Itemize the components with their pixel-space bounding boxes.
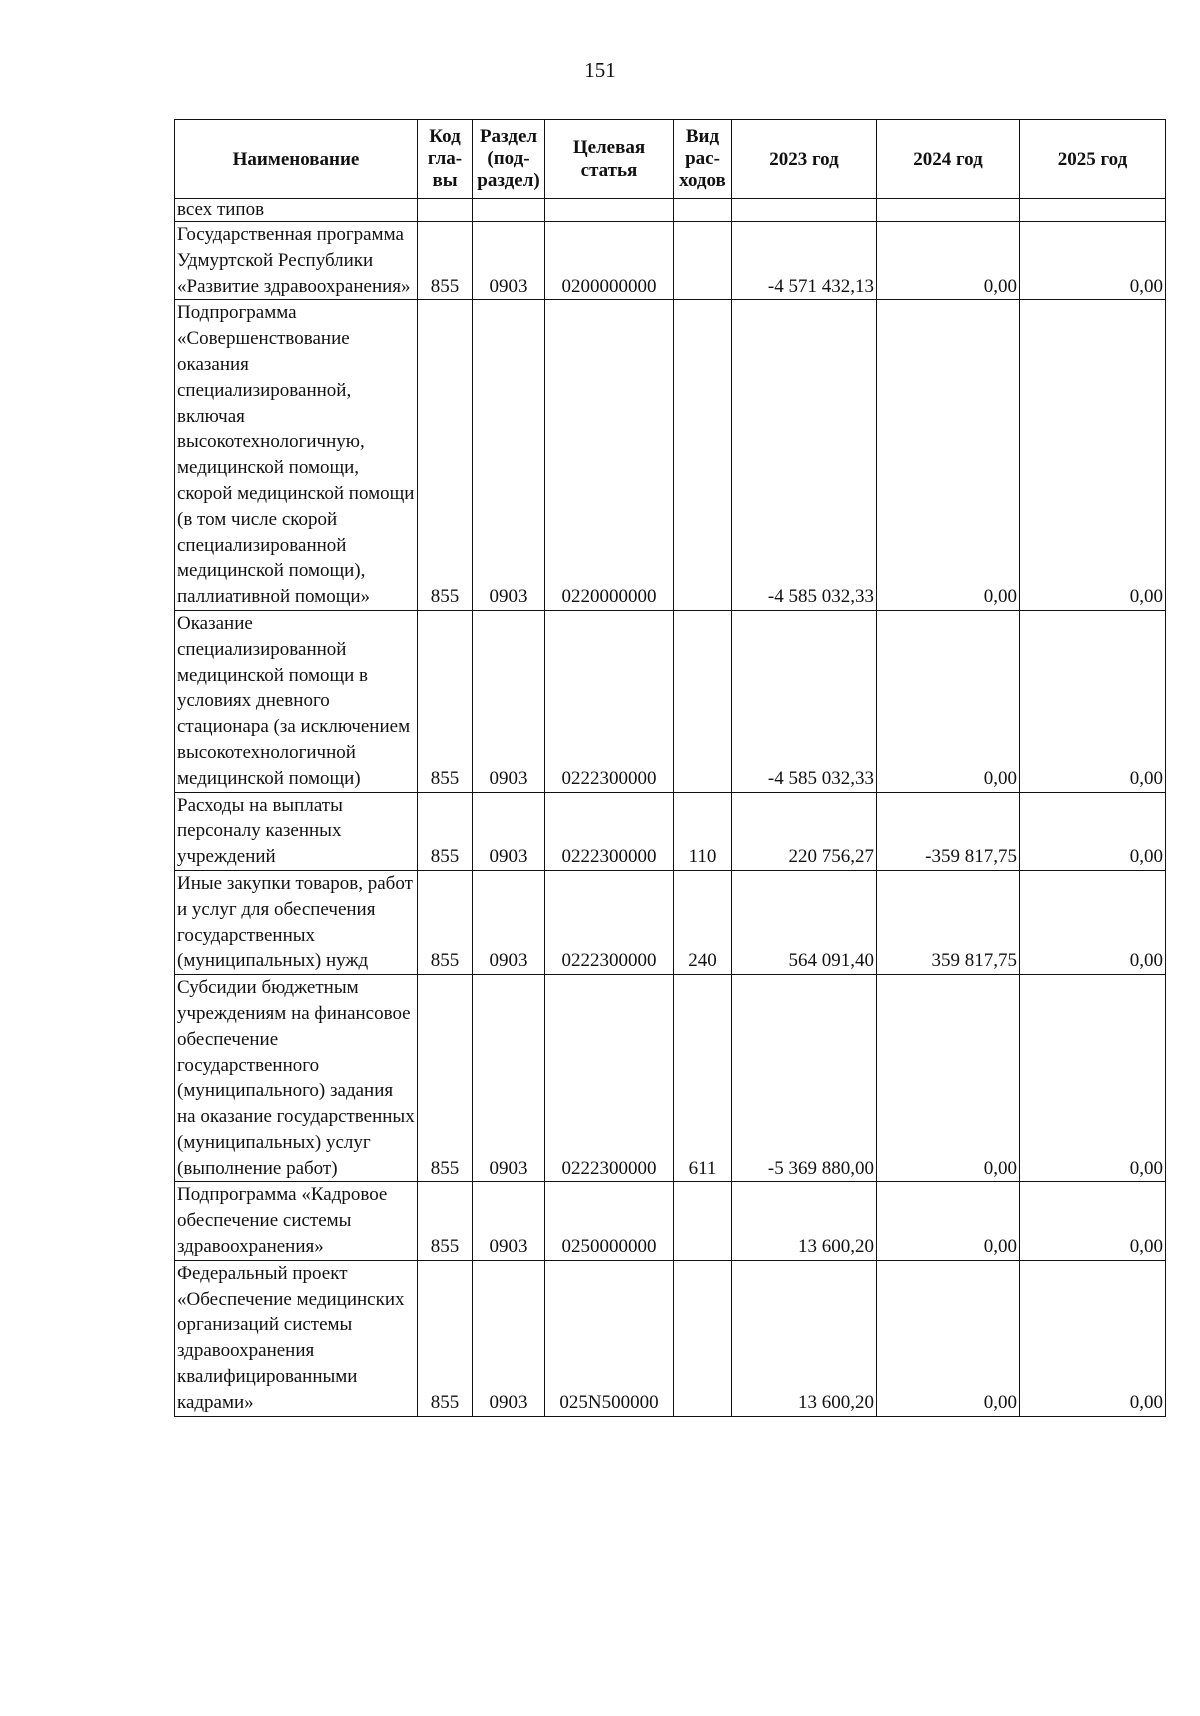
header-name: Наименование <box>175 120 418 199</box>
cell-name: всех типов <box>175 199 418 222</box>
cell-expense-type <box>674 199 732 222</box>
header-section: Раздел (под-раздел) <box>473 120 545 199</box>
cell-target: 025N500000 <box>545 1260 674 1416</box>
table-row <box>175 610 1166 792</box>
cell-name: Расходы на выплаты персоналу казенных учреждений <box>175 792 418 870</box>
header-expense-type: Вид рас-ходов <box>674 120 732 199</box>
cell-chapter: 855 <box>418 870 473 974</box>
cell-target: 0250000000 <box>545 1182 674 1260</box>
cell-chapter <box>418 199 473 222</box>
cell-2024: -359 817,75 <box>877 792 1020 870</box>
cell-section: 0903 <box>473 870 545 974</box>
header-2025: 2025 год <box>1020 120 1166 199</box>
cell-2024: 0,00 <box>877 222 1020 300</box>
cell-section: 0903 <box>473 975 545 1182</box>
cell-2024: 0,00 <box>877 610 1020 792</box>
cell-expense-type <box>674 610 732 792</box>
header-chapter: Код гла-вы <box>418 120 473 199</box>
cell-expense-type: 240 <box>674 870 732 974</box>
cell-chapter: 855 <box>418 610 473 792</box>
table-row <box>175 792 1166 870</box>
table-row <box>175 975 1166 1182</box>
cell-2025: 0,00 <box>1020 610 1166 792</box>
cell-target <box>545 199 674 222</box>
cell-chapter: 855 <box>418 975 473 1182</box>
cell-chapter: 855 <box>418 1260 473 1416</box>
cell-section: 0903 <box>473 1260 545 1416</box>
cell-target: 0200000000 <box>545 222 674 300</box>
cell-section: 0903 <box>473 610 545 792</box>
cell-2025: 0,00 <box>1020 222 1166 300</box>
cell-name: Субсидии бюджетным учреждениям на финансовое обеспечение государственного (муниципального) задания на оказание государственных (муниципальных) услуг (выполнение работ) <box>175 975 418 1182</box>
cell-name: Иные закупки товаров, работ и услуг для обеспечения государственных (муниципальных) нужд <box>175 870 418 974</box>
header-2023: 2023 год <box>732 120 877 199</box>
table-row <box>175 300 1166 611</box>
cell-expense-type <box>674 1260 732 1416</box>
cell-2024 <box>877 199 1020 222</box>
cell-expense-type <box>674 300 732 611</box>
cell-2023: 13 600,20 <box>732 1260 877 1416</box>
cell-chapter: 855 <box>418 300 473 611</box>
cell-name: Оказание специализированной медицинской помощи в условиях дневного стационара (за исключением высокотехнологичной медицинской помощи) <box>175 610 418 792</box>
cell-target: 0222300000 <box>545 610 674 792</box>
table-header-row <box>175 120 1166 199</box>
cell-section <box>473 199 545 222</box>
cell-2025: 0,00 <box>1020 870 1166 974</box>
cell-2023: 220 756,27 <box>732 792 877 870</box>
cell-2025: 0,00 <box>1020 792 1166 870</box>
cell-name: Федеральный проект «Обеспечение медицинских организаций системы здравоохранения квалифицированными кадрами» <box>175 1260 418 1416</box>
cell-expense-type: 611 <box>674 975 732 1182</box>
cell-target: 0222300000 <box>545 975 674 1182</box>
cell-2025: 0,00 <box>1020 1260 1166 1416</box>
cell-2024: 0,00 <box>877 1182 1020 1260</box>
cell-name: Подпрограмма «Кадровое обеспечение системы здравоохранения» <box>175 1182 418 1260</box>
table-row <box>175 222 1166 300</box>
cell-2023 <box>732 199 877 222</box>
cell-2023: -4 571 432,13 <box>732 222 877 300</box>
header-2024: 2024 год <box>877 120 1020 199</box>
cell-chapter: 855 <box>418 792 473 870</box>
cell-name: Государственная программа Удмуртской Республики «Развитие здравоохранения» <box>175 222 418 300</box>
cell-2023: -4 585 032,33 <box>732 610 877 792</box>
cell-section: 0903 <box>473 222 545 300</box>
table-row <box>175 199 1166 222</box>
cell-2023: -5 369 880,00 <box>732 975 877 1182</box>
cell-name: Подпрограмма «Совершенствование оказания специализированной, включая высокотехнологичную, медицинской помощи, скорой медицинской помощи (в том числе скорой специализированной медицинской помощи), паллиативной помощи» <box>175 300 418 611</box>
cell-expense-type <box>674 222 732 300</box>
table-row <box>175 1260 1166 1416</box>
cell-section: 0903 <box>473 300 545 611</box>
cell-section: 0903 <box>473 792 545 870</box>
budget-table <box>174 119 1166 1417</box>
cell-2025: 0,00 <box>1020 300 1166 611</box>
cell-2023: -4 585 032,33 <box>732 300 877 611</box>
cell-chapter: 855 <box>418 222 473 300</box>
page-number: 151 <box>584 58 616 82</box>
cell-2024: 359 817,75 <box>877 870 1020 974</box>
cell-2024: 0,00 <box>877 300 1020 611</box>
cell-expense-type: 110 <box>674 792 732 870</box>
cell-2025: 0,00 <box>1020 1182 1166 1260</box>
cell-2023: 564 091,40 <box>732 870 877 974</box>
cell-2023: 13 600,20 <box>732 1182 877 1260</box>
cell-2024: 0,00 <box>877 1260 1020 1416</box>
cell-2025 <box>1020 199 1166 222</box>
cell-chapter: 855 <box>418 1182 473 1260</box>
cell-target: 0222300000 <box>545 792 674 870</box>
table-row <box>175 1182 1166 1260</box>
cell-expense-type <box>674 1182 732 1260</box>
cell-2024: 0,00 <box>877 975 1020 1182</box>
table-row <box>175 870 1166 974</box>
header-target: Целевая статья <box>545 120 674 199</box>
cell-target: 0220000000 <box>545 300 674 611</box>
cell-2025: 0,00 <box>1020 975 1166 1182</box>
cell-target: 0222300000 <box>545 870 674 974</box>
cell-section: 0903 <box>473 1182 545 1260</box>
